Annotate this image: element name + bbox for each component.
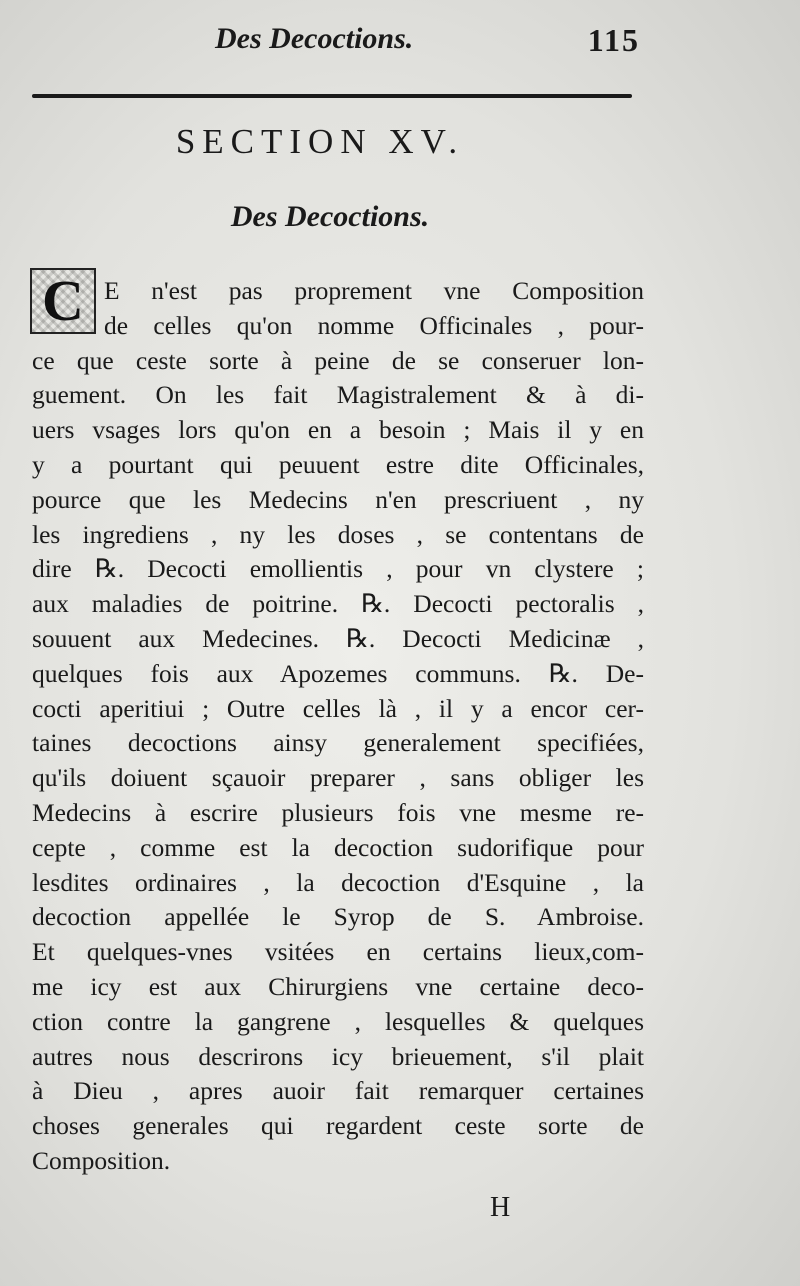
text-line: Medecins à escrire plusieurs fois vne mesme re- [32,797,644,827]
text-line: dire ℞. Decocti emollientis , pour vn clystere ; [32,554,644,584]
text-line: Composition. [32,1145,171,1175]
text-line: cocti aperitiui ; Outre celles là , il y a encor cer- [32,693,644,723]
drop-cap-letter: C [42,268,84,333]
body-text [32,268,644,1179]
text-line: taines decoctions ainsy generalement specifiées, [32,728,644,758]
page-number: 115 [587,22,640,58]
text-line: quelques fois aux Apozemes communs. ℞. De- [32,658,644,688]
text-line: les ingrediens , ny les doses , se contentans de [32,519,644,549]
text-line: E n'est pas proprement vne Composition [104,276,644,305]
text-line: Et quelques-vnes vsitées en certains lieux,com- [32,937,644,967]
text-line: qu'ils doiuent sçauoir preparer , sans obliger les [32,763,644,793]
running-head [30,16,640,66]
text-line: aux maladies de poitrine. ℞. Decocti pectoralis , [32,589,644,619]
text-line: de celles qu'on nomme Officinales , pour- [104,310,644,340]
running-title: Des Decoctions. [215,22,414,55]
text-line: y a pourtant qui peuuent estre dite Officinales, [32,449,644,479]
text-line: guement. On les fait Magistralement & à di- [32,380,644,410]
header-rule [32,94,632,98]
text-line: decoction appellée le Syrop de S. Ambroise. [32,902,644,932]
text-line: autres nous descrirons icy brieuement, s'il plait [32,1041,644,1071]
text-line: uers vsages lors qu'on en a besoin ; Mais il y en [32,415,644,445]
text-line: ce que ceste sorte à peine de se conseruer lon- [32,345,644,375]
text-line: pource que les Medecins n'en prescriuent , ny [32,484,644,514]
text-line: lesdites ordinaires , la decoction d'Esquine , la [32,867,644,897]
text-line: à Dieu , apres auoir fait remarquer certaines [32,1076,644,1106]
text-line: ction contre la gangrene , lesquelles & quelques [32,1006,644,1036]
text-line: souuent aux Medecines. ℞. Decocti Medicinæ , [32,623,644,653]
section-subtitle: Des Decoctions. [230,200,430,233]
text-line: me icy est aux Chirurgiens vne certaine deco- [32,971,644,1001]
catchword: H [490,1192,511,1223]
text-line: choses generales qui regardent ceste sorte de [32,1111,644,1141]
section-title: SECTION XV. [175,122,465,161]
text-line: cepte , comme est la decoction sudorifique pour [32,832,644,862]
